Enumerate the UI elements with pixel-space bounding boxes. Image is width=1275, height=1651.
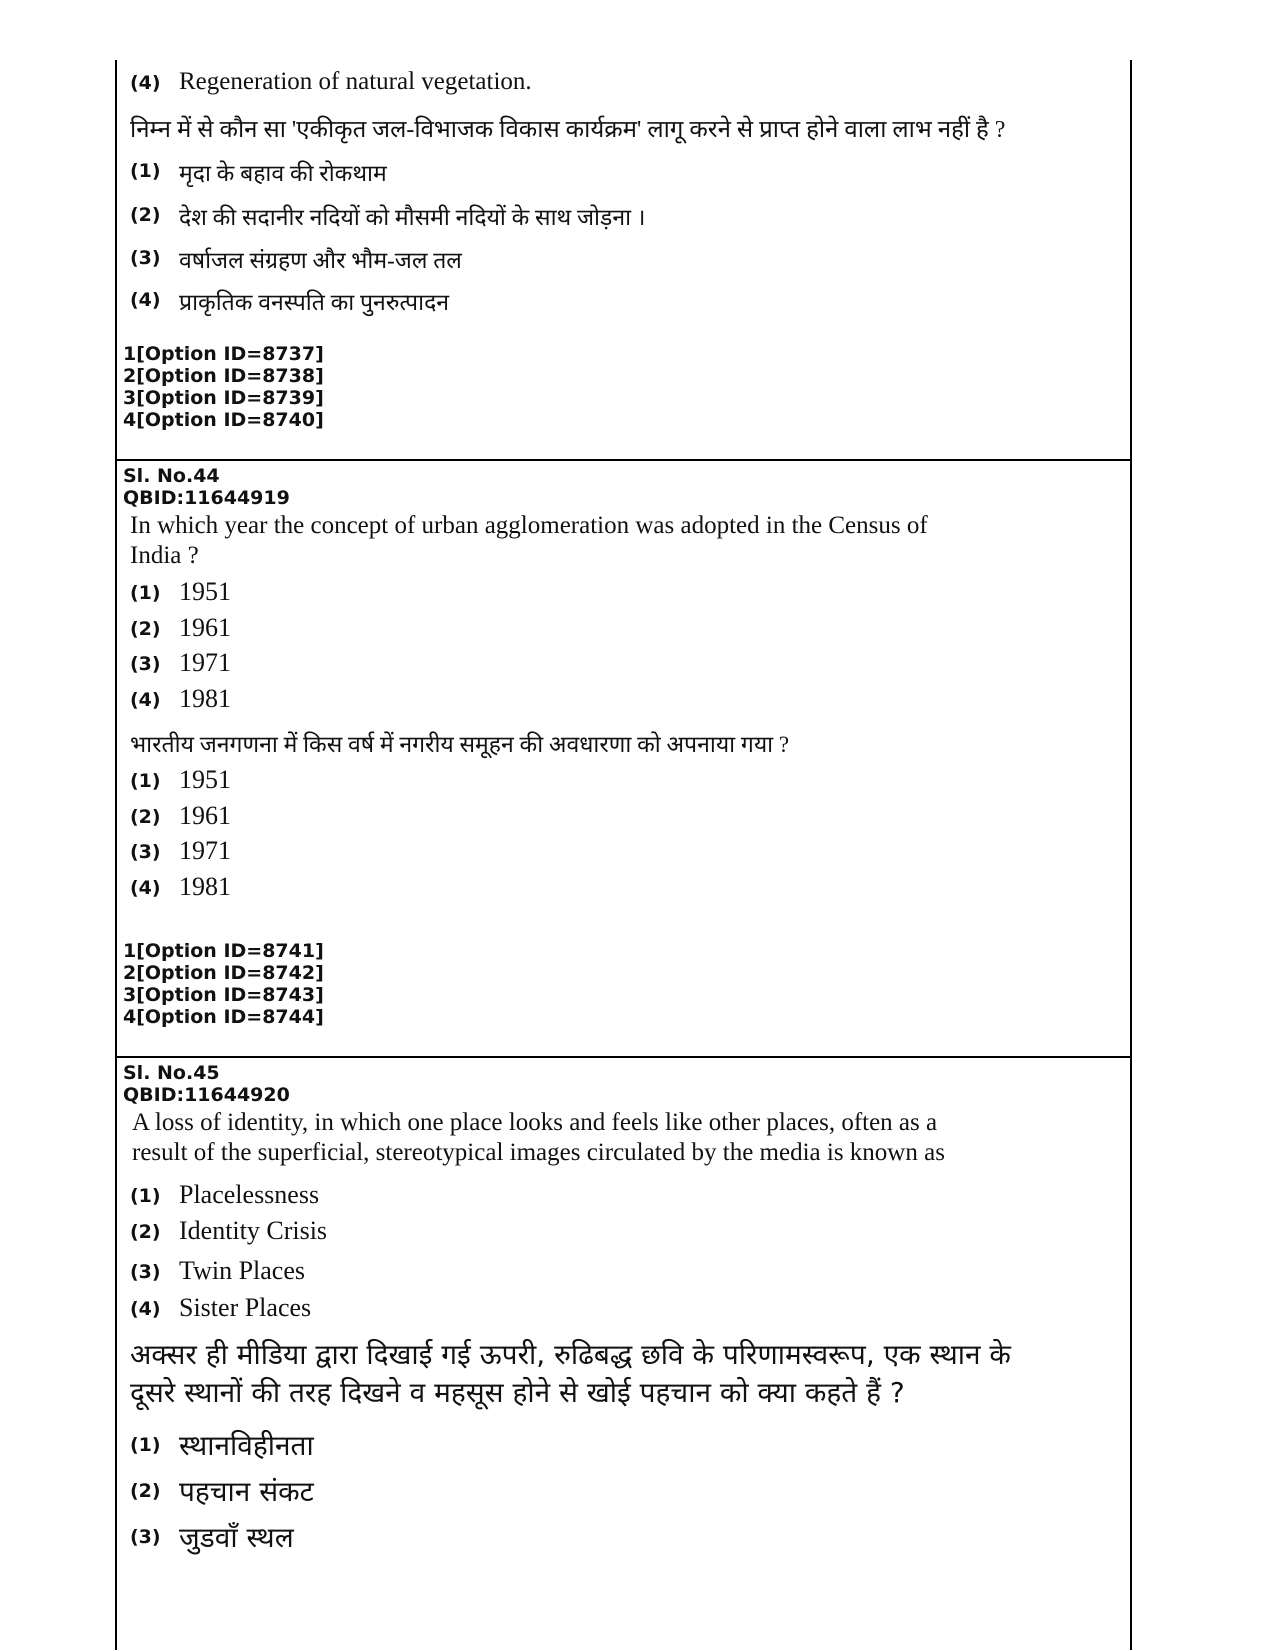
option-text: देश की सदानीर नदियों को मौसमी नदियों के साथ जोड़ना । — [179, 205, 646, 230]
option-number: (3) — [130, 653, 161, 675]
hindi-option-2 — [117, 1472, 1130, 1510]
option-text: 1981 — [179, 684, 231, 713]
option-text: मृदा के बहाव की रोकथाम — [179, 161, 387, 186]
option-number: (3) — [130, 841, 161, 863]
option-text: प्राकृतिक वनस्पति का पुनरुत्पादन — [179, 290, 450, 315]
eng-question-line: India ? — [130, 542, 199, 569]
option-text: Regeneration of natural vegetation. — [179, 68, 532, 95]
option-text: 1971 — [179, 836, 231, 865]
option-text: वर्षाजल संग्रहण और भौम-जल तल — [179, 248, 462, 273]
option-number: (3) — [130, 1526, 161, 1548]
option-id: 4[Option ID=8740] — [123, 409, 324, 431]
question-paper-frame — [115, 60, 1132, 1650]
eng-question-line: result of the superficial, stereotypical images circulated by the media is known as — [132, 1139, 945, 1166]
option-number: (1) — [130, 582, 161, 604]
hindi-option-3 — [117, 243, 1130, 273]
hindi-option-1 — [117, 156, 1130, 186]
eng-option-3 — [117, 648, 1130, 680]
hindi-option-4 — [117, 872, 1130, 904]
eng-question — [132, 1108, 1100, 1168]
hindi-question: भारतीय जनगणना में किस वर्ष में नगरीय समूहन की अवधारणा को अपनाया गया ? — [130, 732, 790, 757]
option-text: Twin Places — [179, 1256, 305, 1285]
hindi-option-3 — [117, 1518, 1130, 1556]
qbid: QBID:11644919 — [123, 487, 290, 509]
option-number: (3) — [130, 247, 161, 269]
eng-option-2 — [117, 1216, 1130, 1248]
eng-option-1 — [117, 1180, 1130, 1212]
option-id: 2[Option ID=8742] — [123, 962, 324, 984]
option-id-list — [123, 343, 324, 431]
option-text: जुडवाँ स्थल — [179, 1521, 294, 1554]
option-number: (1) — [130, 770, 161, 792]
option-number: (1) — [130, 1185, 161, 1207]
serial-number: Sl. No.45 — [123, 1062, 220, 1084]
option-text: 1971 — [179, 648, 231, 677]
hindi-option-3 — [117, 836, 1130, 868]
option-text: Sister Places — [179, 1293, 312, 1322]
option-text: 1951 — [179, 765, 231, 794]
question-header — [123, 1062, 290, 1106]
question-45 — [117, 1058, 1130, 1650]
option-id: 3[Option ID=8743] — [123, 984, 324, 1006]
option-id: 1[Option ID=8737] — [123, 343, 324, 365]
option-text: 1961 — [179, 801, 231, 830]
eng-option-4 — [117, 1293, 1130, 1325]
qbid: QBID:11644920 — [123, 1084, 290, 1106]
eng-option-4 — [117, 684, 1130, 716]
eng-question-line: In which year the concept of urban agglomeration was adopted in the Census of — [130, 512, 928, 539]
option-text: पहचान संकट — [179, 1475, 314, 1508]
option-text: Identity Crisis — [179, 1216, 328, 1245]
option-id: 4[Option ID=8744] — [123, 1006, 324, 1028]
option-number: (4) — [130, 72, 161, 94]
eng-option-4 — [117, 68, 1130, 98]
hindi-option-2 — [117, 200, 1130, 230]
hindi-question — [130, 1336, 1100, 1412]
question-43-tail — [117, 60, 1130, 459]
option-id: 2[Option ID=8738] — [123, 365, 324, 387]
option-number: (2) — [130, 618, 161, 640]
question-44 — [117, 461, 1130, 1056]
option-number: (2) — [130, 1221, 161, 1243]
hindi-option-2 — [117, 801, 1130, 833]
option-number: (1) — [130, 160, 161, 182]
hindi-question: निम्न में से कौन सा 'एकीकृत जल-विभाजक विकास कार्यक्रम' लागू करने से प्राप्त होने वाला लाभ नहीं है ? — [130, 117, 1006, 143]
option-id: 1[Option ID=8741] — [123, 940, 324, 962]
option-text: 1981 — [179, 872, 231, 901]
option-number: (2) — [130, 204, 161, 226]
hindi-option-4 — [117, 285, 1130, 315]
option-number: (3) — [130, 1261, 161, 1283]
eng-option-2 — [117, 613, 1130, 645]
eng-question — [130, 511, 1100, 571]
option-number: (2) — [130, 806, 161, 828]
hindi-question-line: दूसरे स्थानों की तरह दिखने व महसूस होने से खोई पहचान को क्या कहते हैं ? — [130, 1376, 905, 1409]
option-number: (4) — [130, 1298, 161, 1320]
option-id-list — [123, 940, 324, 1028]
option-number: (4) — [130, 289, 161, 311]
option-number: (1) — [130, 1434, 161, 1456]
eng-option-1 — [117, 577, 1130, 609]
option-id: 3[Option ID=8739] — [123, 387, 324, 409]
option-text: 1951 — [179, 577, 231, 606]
option-text: स्थानविहीनता — [179, 1429, 314, 1462]
eng-question-line: A loss of identity, in which one place looks and feels like other places, often as a — [132, 1109, 938, 1136]
question-header — [123, 465, 290, 509]
serial-number: Sl. No.44 — [123, 465, 220, 487]
option-number: (4) — [130, 689, 161, 711]
hindi-option-1 — [117, 1426, 1130, 1464]
option-number: (2) — [130, 1480, 161, 1502]
eng-option-3 — [117, 1256, 1130, 1288]
option-text: Placelessness — [179, 1180, 320, 1209]
hindi-option-1 — [117, 765, 1130, 797]
hindi-question-line: अक्सर ही मीडिया द्वारा दिखाई गई ऊपरी, रुढिबद्ध छवि के परिणामस्वरूप, एक स्थान के — [130, 1338, 1011, 1371]
option-text: 1961 — [179, 613, 231, 642]
option-number: (4) — [130, 877, 161, 899]
